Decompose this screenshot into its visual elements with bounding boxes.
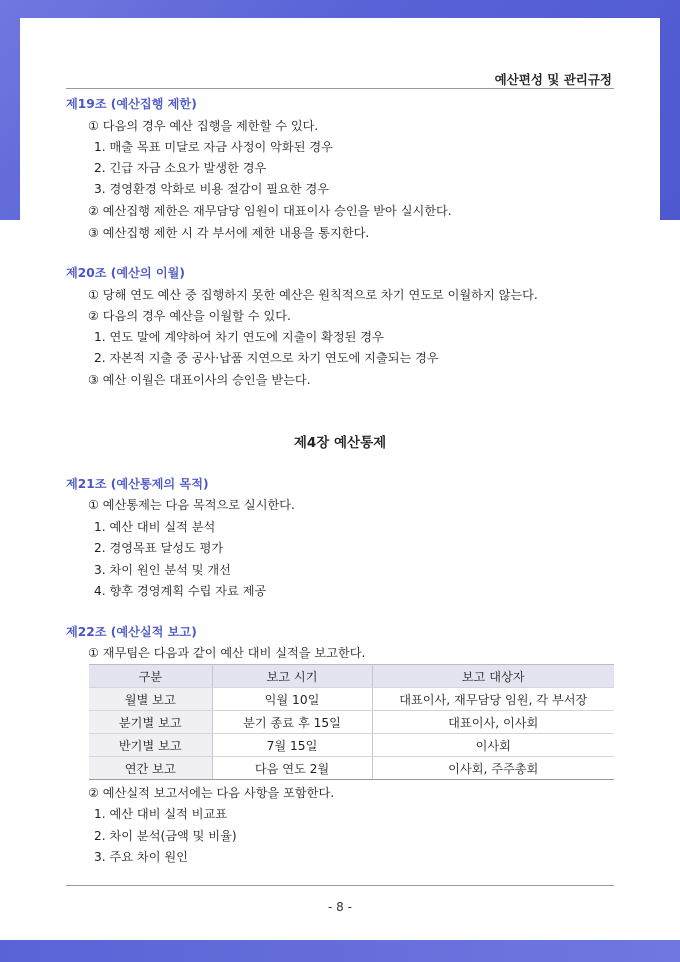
- article-19-title: 제19조 (예산집행 제한): [66, 97, 197, 111]
- article-22-item-1: 1. 예산 대비 실적 비교표: [94, 807, 228, 821]
- table-cell: 7월 15일: [212, 734, 372, 757]
- article-20-para-1: ① 당해 연도 예산 중 집행하지 못한 예산은 원칙적으로 차기 연도로 이월하지 않는다.: [88, 288, 538, 302]
- table-header-cell: 보고 시기: [212, 665, 372, 688]
- article-21-item-4: 4. 향후 경영계획 수립 자료 제공: [94, 584, 267, 598]
- article-21-item-2: 2. 경영목표 달성도 평가: [94, 541, 224, 555]
- article-19-item-2: 2. 긴급 자금 소요가 발생한 경우: [94, 161, 267, 175]
- table-row: [89, 711, 614, 734]
- table-cell: 연간 보고: [89, 757, 212, 780]
- table-cell: 반기별 보고: [89, 734, 212, 757]
- article-21-para-1: ① 예산통제는 다음 목적으로 실시한다.: [88, 498, 295, 512]
- article-19-item-3: 3. 경영환경 악화로 비용 절감이 필요한 경우: [94, 182, 330, 196]
- article-20-title: 제20조 (예산의 이월): [66, 266, 185, 280]
- article-22-item-3: 3. 주요 차이 원인: [94, 850, 188, 864]
- footer-divider: [66, 885, 614, 886]
- table-row: [89, 757, 614, 780]
- article-19-para-2: ② 예산집행 제한은 재무담당 임원이 대표이사 승인을 받아 실시한다.: [88, 204, 452, 218]
- table-row: [89, 688, 614, 711]
- article-21-item-3: 3. 차이 원인 분석 및 개선: [94, 563, 231, 577]
- report-schedule-table: [89, 664, 614, 780]
- article-21-item-1: 1. 예산 대비 실적 분석: [94, 520, 216, 534]
- table-header-cell: 보고 대상자: [372, 665, 614, 688]
- table-row: [89, 734, 614, 757]
- article-22-item-2: 2. 차이 분석(금액 및 비율): [94, 829, 237, 843]
- table-header-cell: 구분: [89, 665, 212, 688]
- article-19-para-3: ③ 예산집행 제한 시 각 부서에 제한 내용을 통지한다.: [88, 226, 370, 240]
- document-header-title: 예산편성 및 관리규정: [494, 72, 612, 87]
- article-20-para-2: ② 다음의 경우 예산을 이월할 수 있다.: [88, 309, 291, 323]
- table-cell: 익월 10일: [212, 688, 372, 711]
- article-22-para-1: ① 재무팀은 다음과 같이 예산 대비 실적을 보고한다.: [88, 646, 366, 660]
- table-cell: 분기 종료 후 15일: [212, 711, 372, 734]
- article-21-title: 제21조 (예산통제의 목적): [66, 477, 209, 491]
- table-cell: 월별 보고: [89, 688, 212, 711]
- table-cell: 대표이사, 재무담당 임원, 각 부서장: [372, 688, 614, 711]
- header-divider: [66, 88, 614, 89]
- article-20-item-2: 2. 자본적 지출 중 공사·납품 지연으로 차기 연도에 지출되는 경우: [94, 351, 439, 365]
- table-cell: 이사회, 주주총회: [372, 757, 614, 780]
- article-20-para-3: ③ 예산 이월은 대표이사의 승인을 받는다.: [88, 373, 311, 387]
- table-header-row: [89, 665, 614, 688]
- bottom-decor-band: [0, 940, 680, 962]
- table-cell: 다음 연도 2월: [212, 757, 372, 780]
- article-19-item-1: 1. 매출 목표 미달로 자금 사정이 악화된 경우: [94, 140, 333, 154]
- article-20-item-1: 1. 연도 말에 계약하여 차기 연도에 지출이 확정된 경우: [94, 330, 384, 344]
- table-cell: 대표이사, 이사회: [372, 711, 614, 734]
- article-22-para-2: ② 예산실적 보고서에는 다음 사항을 포함한다.: [88, 786, 335, 800]
- article-22-title: 제22조 (예산실적 보고): [66, 625, 197, 639]
- document-page: [20, 18, 660, 940]
- table-cell: 분기별 보고: [89, 711, 212, 734]
- article-19-para-1: ① 다음의 경우 예산 집행을 제한할 수 있다.: [88, 119, 319, 133]
- table-cell: 이사회: [372, 734, 614, 757]
- page-number: - 8 -: [328, 900, 352, 914]
- chapter-4-title: 제4장 예산통제: [293, 435, 387, 451]
